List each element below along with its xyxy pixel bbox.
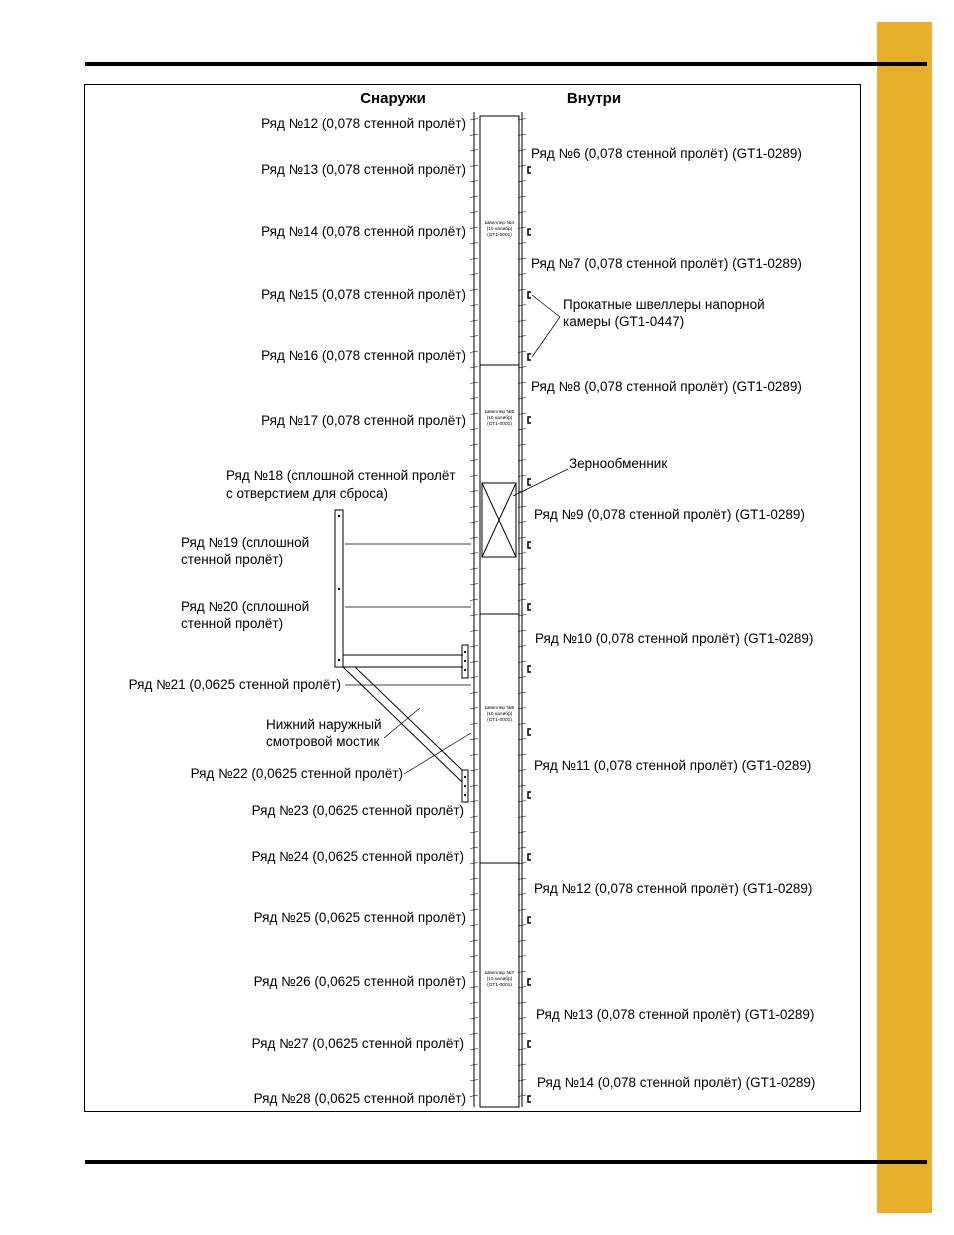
svg-text:(10 калибр): (10 калибр): [486, 712, 513, 717]
channel-bracket: [528, 854, 531, 860]
outside-label-row18-line2: с отверстием для сброса): [226, 486, 389, 501]
bolt-marks: [338, 119, 526, 1097]
leader-line: [513, 469, 568, 496]
outside-label-row26: Ряд №26 (0,0625 стенной пролёт): [253, 974, 466, 989]
outside-label-row27: Ряд №27 (0,0625 стенной пролёт): [251, 1036, 464, 1051]
channel-bracket: [528, 917, 531, 923]
svg-text:(GT1-0001): (GT1-0001): [487, 233, 512, 238]
bracket-bolt: [464, 660, 466, 662]
bracket-bolt: [464, 651, 466, 653]
outside-label-row28: Ряд №28 (0,0625 стенной пролёт): [253, 1091, 466, 1106]
grain-exchanger-label: Зернообменник: [569, 456, 668, 471]
channel-bracket: [528, 1096, 531, 1102]
outside-label-row19-line2: стенной пролёт): [181, 552, 284, 567]
outside-label-row15: Ряд №15 (0,078 стенной пролёт): [261, 287, 466, 302]
bracket-bolt: [464, 794, 466, 796]
channel-label-7: [485, 970, 515, 988]
svg-text:Швеллер №5: Швеллер №5: [484, 410, 515, 415]
outside-header: Снаружи: [360, 90, 426, 107]
inside-label-row8: Ряд №8 (0,078 стенной пролёт) (GT1-0289): [531, 379, 802, 394]
svg-text:(GT1-0001): (GT1-0001): [487, 422, 512, 427]
outside-label-row25: Ряд №25 (0,0625 стенной пролёт): [253, 910, 466, 925]
inside-label-row13: Ряд №13 (0,078 стенной пролёт) (GT1-0289): [536, 1007, 815, 1022]
post-bolt: [338, 588, 340, 590]
outside-label-row19-line1: Ряд №19 (сплошной: [181, 535, 310, 550]
inside-label-row12: Ряд №12 (0,078 стенной пролёт) (GT1-0289): [534, 881, 813, 896]
svg-text:(10 калибр): (10 калибр): [486, 416, 513, 421]
inside-label-row14: Ряд №14 (0,078 стенной пролёт) (GT1-0289): [537, 1075, 816, 1090]
outside-label-row24: Ряд №24 (0,0625 стенной пролёт): [251, 849, 464, 864]
post-bolt: [338, 515, 340, 517]
svg-text:(GT1-0001): (GT1-0001): [487, 718, 512, 723]
bracket-bolt: [464, 776, 466, 778]
catwalk-label-line1: Нижний наружный: [266, 717, 382, 732]
channel-bracket: [528, 792, 531, 798]
stiffener-column: [480, 116, 519, 1107]
svg-text:Швеллер №4: Швеллер №4: [484, 221, 515, 226]
outside-label-row20-line2: стенной пролёт): [181, 616, 284, 631]
inside-channel-brackets: [528, 167, 531, 1102]
svg-text:(10 калибр): (10 калибр): [486, 977, 513, 982]
plenum-channels-label-line1: Прокатные швеллеры напорной: [563, 297, 765, 312]
outside-label-row17: Ряд №17 (0,078 стенной пролёт): [261, 413, 466, 428]
outside-label-row21: Ряд №21 (0,0625 стенной пролёт): [128, 677, 341, 692]
inside-label-row6: Ряд №6 (0,078 стенной пролёт) (GT1-0289): [531, 146, 802, 161]
outside-label-row23: Ряд №23 (0,0625 стенной пролёт): [251, 803, 464, 818]
inside-header: Внутри: [566, 90, 622, 107]
channel-bracket: [528, 729, 531, 735]
channel-bracket: [528, 417, 531, 423]
bracket-bolt: [464, 785, 466, 787]
svg-text:(10 калибр): (10 калибр): [486, 227, 513, 232]
inside-label-row10: Ряд №10 (0,078 стенной пролёт) (GT1-0289): [535, 631, 814, 646]
outside-label-row12: Ряд №12 (0,078 стенной пролёт): [261, 116, 466, 131]
outside-label-row22: Ряд №22 (0,0625 стенной пролёт): [190, 766, 403, 781]
channel-bracket: [528, 479, 531, 485]
leader-line: [532, 317, 560, 357]
channel-bracket: [528, 604, 531, 610]
svg-text:(GT1-0001): (GT1-0001): [487, 983, 512, 988]
channel-bracket: [528, 292, 531, 298]
channel-bracket: [528, 354, 531, 360]
channel-label-5: [485, 409, 515, 427]
channel-bracket: [528, 229, 531, 235]
channel-bracket: [528, 666, 531, 672]
channel-bracket: [528, 979, 531, 985]
inside-label-row9: Ряд №9 (0,078 стенной пролёт) (GT1-0289): [534, 507, 805, 522]
catwalk-label-line2: смотровой мостик: [266, 734, 380, 749]
inside-label-row11: Ряд №11 (0,078 стенной пролёт) (GT1-0289): [534, 758, 812, 773]
outside-label-row13: Ряд №13 (0,078 стенной пролёт): [261, 162, 466, 177]
channel-bracket: [528, 542, 531, 548]
post-bolt: [338, 659, 340, 661]
svg-text:Швеллер №6: Швеллер №6: [484, 706, 515, 711]
outside-label-row20-line1: Ряд №20 (сплошной: [181, 599, 310, 614]
outside-label-row14: Ряд №14 (0,078 стенной пролёт): [261, 224, 466, 239]
inside-label-row7: Ряд №7 (0,078 стенной пролёт) (GT1-0289): [531, 256, 802, 271]
outside-label-row16: Ряд №16 (0,078 стенной пролёт): [261, 348, 466, 363]
leader-line: [404, 733, 471, 774]
svg-text:Швеллер №7: Швеллер №7: [484, 971, 515, 976]
leader-line: [532, 295, 560, 317]
channel-label-6: [485, 705, 515, 723]
plenum-channels-label-line2: камеры (GT1-0447): [563, 314, 685, 329]
bracket-bolt: [464, 669, 466, 671]
outside-label-row18-line1: Ряд №18 (сплошной стенной пролёт: [226, 468, 456, 483]
channel-bracket: [528, 167, 531, 173]
channel-bracket: [528, 1041, 531, 1047]
channel-label-4: [485, 220, 515, 238]
